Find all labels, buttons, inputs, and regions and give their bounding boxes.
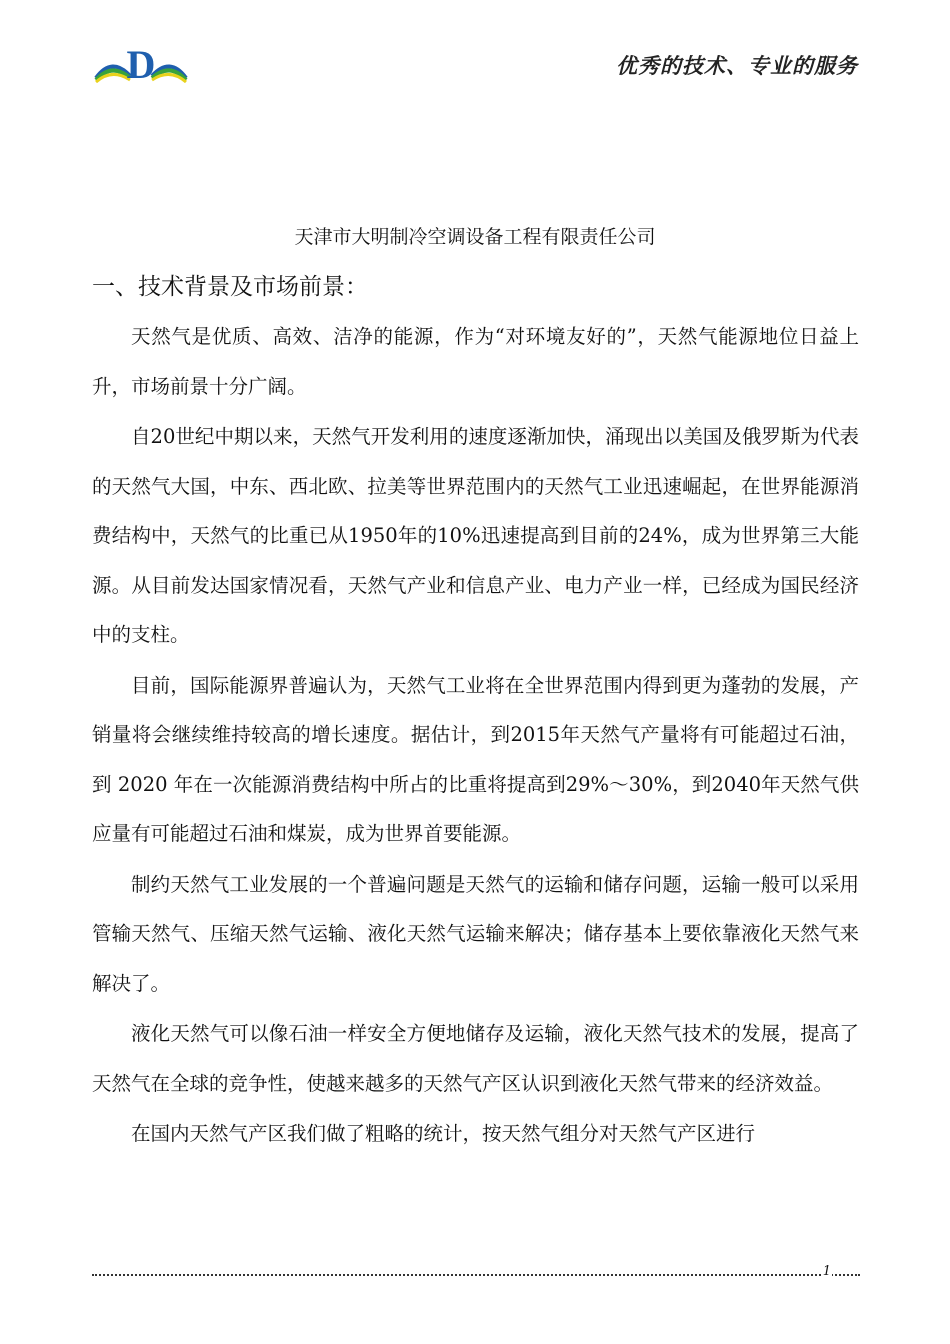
paragraph: 目前，国际能源界普遍认为，天然气工业将在全世界范围内得到更为蓬勃的发展，产销量将会继续维持较高的增长速度。据估计，到2015年天然气产量将有可能超过石油，到 2020 年在一次能源消费结构中所占的比重将提高到29%～30%，到2040年天然气供应量有可能超过石油和煤炭，成为世界首要能源。 (92, 673, 859, 845)
logo-letter: D (126, 42, 156, 84)
dotted-rule (92, 1274, 860, 1276)
paragraph: 制约天然气工业发展的一个普遍问题是天然气的运输和储存问题，运输一般可以采用管输天然气、压缩天然气运输、液化天然气运输来解决；储存基本上要依靠液化天然气来解决了。 (92, 872, 859, 995)
page-footer (92, 1264, 860, 1284)
logo-graphic (90, 42, 192, 84)
company-logo (90, 42, 192, 84)
paragraph: 自20世纪中期以来，天然气开发利用的速度逐渐加快，涌现出以美国及俄罗斯为代表的天然气大国，中东、西北欧、拉美等世界范围内的天然气工业迅速崛起，在世界能源消费结构中，天然气的比重已从1950年的10%迅速提高到目前的24%，成为世界第三大能源。从目前发达国家情况看，天然气产业和信息产业、电力产业一样，已经成为国民经济中的支柱。 (92, 425, 859, 646)
paragraph: 液化天然气可以像石油一样安全方便地储存及运输，液化天然气技术的发展，提高了天然气在全球的竞争性，使越来越多的天然气产区认识到液化天然气带来的经济效益。 (92, 1022, 859, 1095)
company-name: 天津市大明制冷空调设备工程有限责任公司 (294, 226, 656, 248)
header-slogan: 优秀的技术、专业的服务 (616, 54, 858, 78)
body-text (92, 312, 859, 1159)
paragraph: 在国内天然气产区我们做了粗略的统计，按天然气组分对天然气产区进行 (131, 1122, 756, 1145)
page-number: 1 (822, 1264, 831, 1279)
section-heading: 一、技术背景及市场前景： (92, 274, 368, 300)
paragraph: 天然气是优质、高效、洁净的能源，作为“对环境友好的”，天然气能源地位日益上升，市场前景十分广阔。 (92, 325, 859, 398)
